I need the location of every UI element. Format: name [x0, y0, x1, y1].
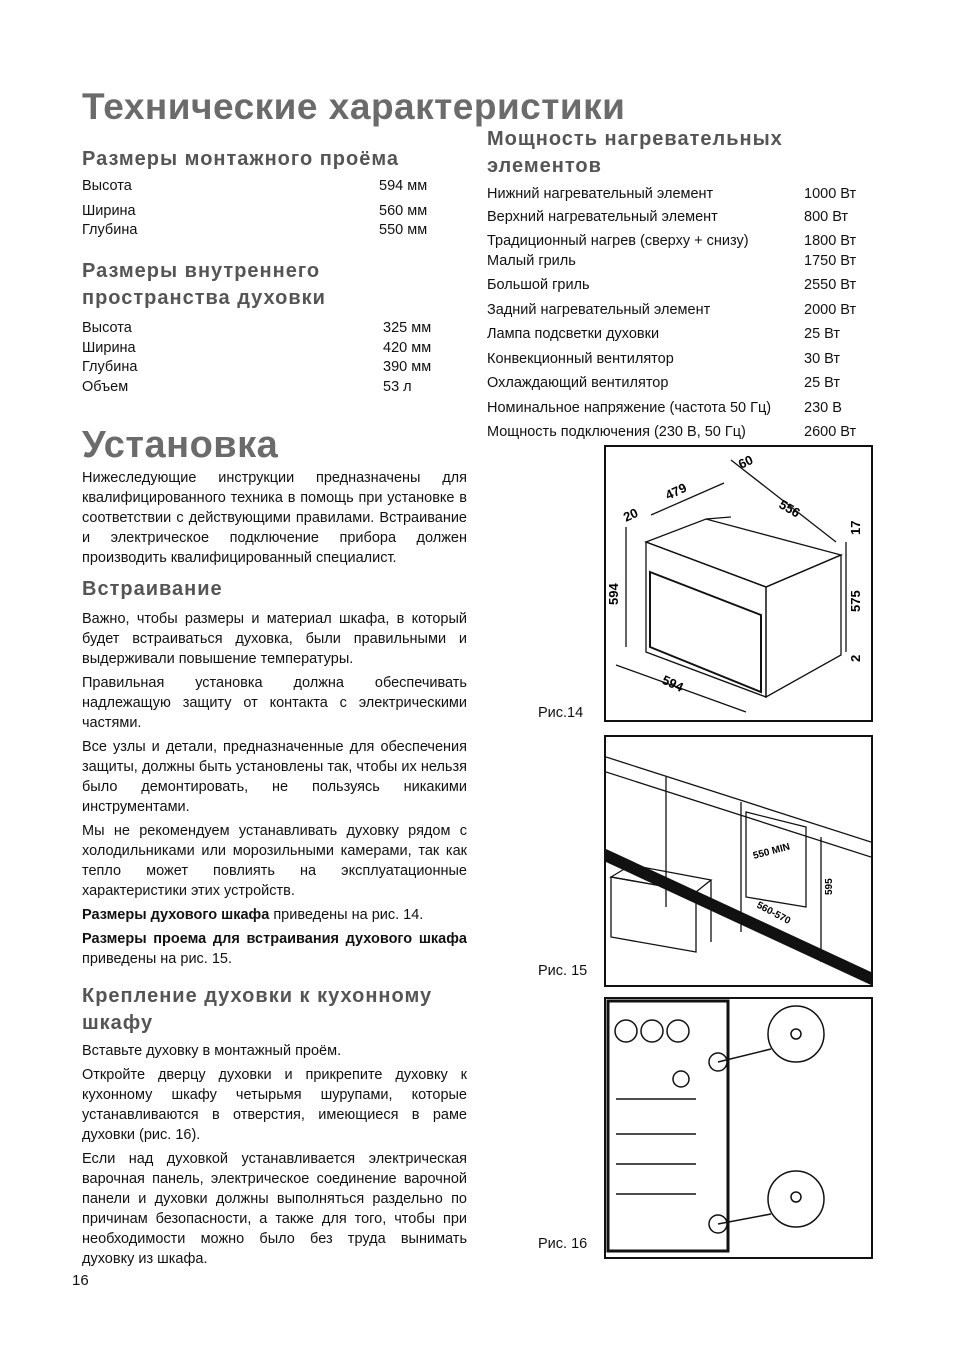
page-title: Технические характеристики [82, 86, 626, 127]
install-title: Установка [82, 424, 279, 466]
spec-value: 53 л [383, 378, 412, 395]
spec-row [487, 374, 862, 394]
opening-section [82, 146, 434, 241]
spec-label: Охлаждающий вентилятор [487, 375, 669, 391]
spec-value: 230 В [804, 399, 842, 416]
figure-15 [604, 735, 873, 987]
spec-value: 390 мм [383, 359, 432, 375]
paragraph: Если над духовкой устанавливается электрическая варочная панель, электрическое соединение варочной панели и духовки должны выполняться раздельно по причинам безопасности, а также для того, чтобы при необходимости можно было без труда вынимать духовку из шкафа. [82, 1151, 467, 1267]
spec-row [82, 221, 434, 241]
spec-row [82, 339, 438, 359]
fig16-caption: Рис. 16 [538, 1236, 588, 1252]
paragraph: Правильная установка должна обеспечивать надлежащую защиту от контакта с электрическими частями. [82, 675, 467, 731]
spec-value: 1800 Вт [804, 233, 857, 249]
opening-heading: Размеры монтажного проёма [82, 148, 400, 170]
spec-label: Номинальное напряжение (частота 50 Гц) [487, 399, 772, 416]
dim-560-570: 560-570 [754, 899, 793, 927]
ref-fig15-text: приведены на рис. 15. [82, 951, 233, 967]
spec-value: 550 мм [379, 222, 428, 238]
dim-height-594: 594 [606, 583, 621, 605]
spec-label: Малый гриль [487, 252, 576, 269]
spec-value: 25 Вт [804, 375, 840, 391]
spec-label: Ширина [82, 339, 136, 356]
spec-value: 2550 Вт [804, 277, 857, 293]
paragraph: Вставьте духовку в монтажный проём. [82, 1043, 342, 1059]
paragraph: Откройте дверцу духовки и прикрепите духовку к кухонному шкафу четырьмя шурупами, которые устанавливаются в отверстия, имеющиеся в раме духовки (рис. 16). [82, 1067, 467, 1143]
oven-dimensions-drawing [606, 447, 871, 720]
spec-row [487, 423, 862, 443]
cabinet-niche-drawing [606, 737, 871, 985]
spec-label: Глубина [82, 359, 138, 375]
spec-label: Задний нагревательный элемент [487, 301, 711, 318]
ref-fig14 [82, 905, 467, 925]
spec-row [487, 208, 862, 228]
spec-value: 325 мм [383, 320, 432, 336]
builtin-heading: Встраивание [82, 578, 223, 600]
spec-value: 30 Вт [804, 350, 840, 367]
spec-row [82, 202, 434, 222]
ref-fig15-bold: Размеры проема для встраивания духового шкафа [82, 931, 467, 947]
spec-value: 594 мм [379, 178, 428, 194]
dim-575: 575 [848, 590, 863, 612]
spec-label: Объем [82, 378, 129, 395]
install-intro: Нижеследующие инструкции предназначены для квалифицированного техника в помощь при установке в соответствии с действующими правилами. Встраивание и электрическое подключение прибора должен производить квалифицированный специалист. [82, 470, 467, 566]
fig14-caption: Рис.14 [538, 705, 584, 721]
paragraph: Все узлы и детали, предназначенные для обеспечения защиты, должны быть установлены так, чтобы их нельзя было демонтировать, не пользуясь никакими инструментами. [82, 739, 467, 815]
spec-label: Лампа подсветки духовки [487, 326, 660, 342]
dim-556: 556 [776, 496, 803, 521]
dim-width-594: 594 [659, 672, 686, 695]
fig15-caption: Рис. 15 [538, 963, 588, 979]
dim-550-min: 550 MIN [751, 841, 792, 862]
dim-17: 17 [848, 520, 863, 535]
spec-row [82, 378, 438, 398]
figure-14 [604, 445, 873, 722]
interior-heading: Размеры внутреннего пространства духовки [82, 260, 326, 309]
page-number: 16 [72, 1272, 89, 1289]
spec-row [487, 301, 862, 321]
spec-label: Высота [82, 178, 132, 194]
spec-row [487, 399, 862, 419]
interior-section [82, 258, 438, 397]
spec-label: Высота [82, 320, 132, 336]
dim-479: 479 [662, 479, 689, 503]
install-section [82, 468, 467, 1273]
spec-label: Нижний нагревательный элемент [487, 186, 714, 202]
spec-value: 1000 Вт [804, 186, 857, 202]
spec-row [82, 358, 438, 378]
spec-row [487, 185, 862, 205]
dim-60: 60 [735, 452, 756, 472]
oven-mounting-screws-drawing [606, 999, 871, 1257]
dim-2: 2 [848, 654, 863, 662]
spec-label: Верхний нагревательный элемент [487, 208, 718, 225]
spec-label: Большой гриль [487, 277, 590, 293]
spec-label: Глубина [82, 222, 138, 238]
spec-value: 560 мм [379, 202, 428, 219]
dim-595: 595 [824, 878, 835, 895]
spec-label: Мощность подключения (230 В, 50 Гц) [487, 424, 746, 440]
ref-fig14-text: приведены на рис. 14. [269, 907, 424, 923]
dim-20: 20 [620, 505, 641, 525]
paragraph: Важно, чтобы размеры и материал шкафа, в который будет встраиваться духовка, были правильными и выдерживали повышение температуры. [82, 611, 467, 667]
ref-fig14-bold: Размеры духового шкафа [82, 907, 270, 923]
spec-row [487, 276, 862, 296]
spec-row [82, 177, 434, 197]
spec-value: 2600 Вт [804, 424, 857, 440]
spec-value: 2000 Вт [804, 301, 857, 318]
fix-heading: Крепление духовки к кухонному шкафу [82, 985, 433, 1034]
power-heading: Мощность нагревательных элементов [487, 128, 783, 177]
ref-fig15 [82, 929, 467, 969]
spec-row [487, 350, 862, 370]
spec-row [487, 232, 862, 252]
spec-row [82, 319, 438, 339]
spec-label: Традиционный нагрев (сверху + снизу) [487, 233, 749, 249]
paragraph: Мы не рекомендуем устанавливать духовку рядом с холодильниками или морозильными камерами, так как тепло может повлиять на эксплуатационные характеристики этих устройств. [82, 823, 467, 899]
spec-value: 25 Вт [804, 326, 840, 342]
spec-value: 1750 Вт [804, 252, 857, 269]
power-section [487, 126, 862, 443]
spec-row [487, 252, 862, 272]
spec-value: 800 Вт [804, 208, 849, 225]
spec-row [487, 325, 862, 345]
figure-16 [604, 997, 873, 1259]
spec-label: Ширина [82, 202, 136, 219]
spec-label: Конвекционный вентилятор [487, 350, 674, 367]
spec-value: 420 мм [383, 339, 432, 356]
